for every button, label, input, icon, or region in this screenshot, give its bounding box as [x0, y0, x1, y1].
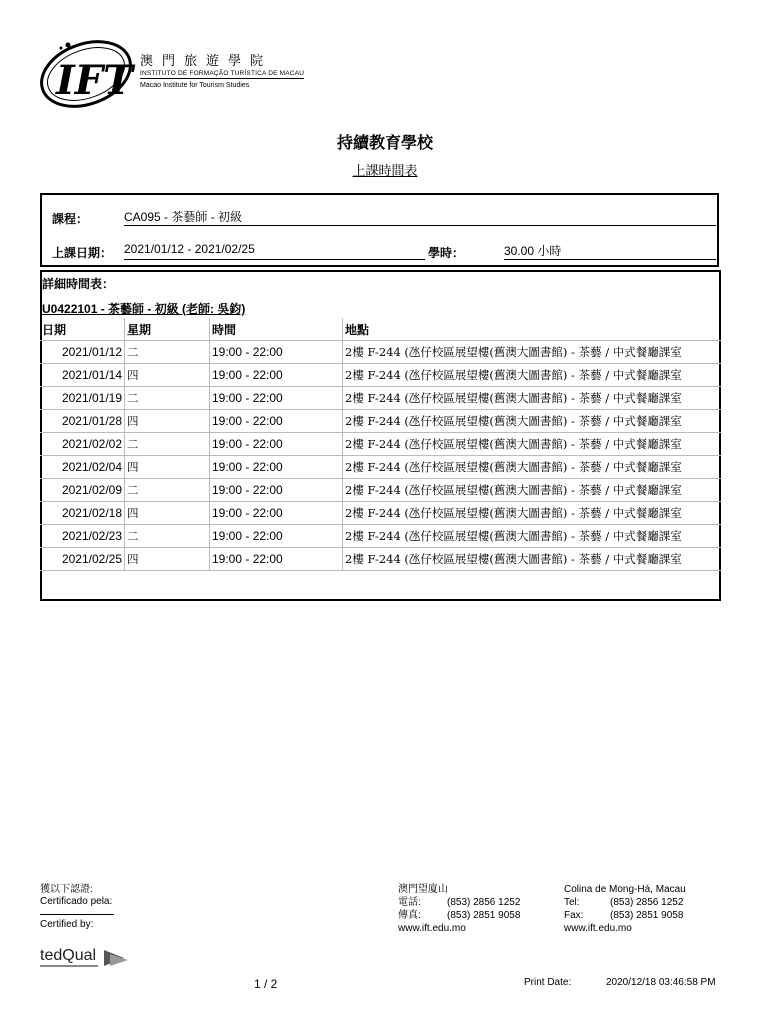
table-row [40, 456, 721, 479]
fax-pt-value: (853) 2851 9058 [610, 910, 684, 921]
cell-weekday: 二 [125, 341, 210, 364]
cell-date: 2021/02/02 [40, 433, 125, 456]
column-header-date: 日期 [40, 318, 125, 341]
dates-label: 上課日期： [52, 246, 113, 260]
cell-location: 2樓 F-244 (氹仔校區展望樓(舊澳大圖書館) - 茶藝 / 中式餐廳課室 [343, 364, 722, 387]
table-row [40, 341, 721, 364]
cell-location: 2樓 F-244 (氹仔校區展望樓(舊澳大圖書館) - 茶藝 / 中式餐廳課室 [343, 502, 722, 525]
page-number: 1 / 2 [254, 977, 278, 991]
column-header-location: 地點 [343, 318, 722, 341]
cell-weekday: 四 [125, 364, 210, 387]
cell-location: 2樓 F-244 (氹仔校區展望樓(舊澳大圖書館) - 茶藝 / 中式餐廳課室 [343, 433, 722, 456]
column-header-weekday: 星期 [125, 318, 210, 341]
cell-date: 2021/01/19 [40, 387, 125, 410]
cell-location: 2樓 F-244 (氹仔校區展望樓(舊澳大圖書館) - 茶藝 / 中式餐廳課室 [343, 410, 722, 433]
table-row [40, 387, 721, 410]
schedule-table [40, 318, 721, 571]
fax-zh-label: 傳真: [398, 910, 421, 921]
cell-time: 19:00 - 22:00 [210, 479, 343, 502]
hours-value-text: 30.00 小時 [504, 244, 562, 258]
cell-location: 2樓 F-244 (氹仔校區展望樓(舊澳大圖書館) - 茶藝 / 中式餐廳課室 [343, 548, 722, 571]
cell-weekday: 四 [125, 548, 210, 571]
cell-weekday: 四 [125, 410, 210, 433]
certified-zh: 獲以下認證: [40, 884, 93, 895]
fax-pt-label: Fax: [564, 910, 584, 921]
cell-location: 2樓 F-244 (氹仔校區展望樓(舊澳大圖書館) - 茶藝 / 中式餐廳課室 [343, 456, 722, 479]
cell-date: 2021/01/14 [40, 364, 125, 387]
cell-location: 2樓 F-244 (氹仔校區展望樓(舊澳大圖書館) - 茶藝 / 中式餐廳課室 [343, 341, 722, 364]
institution-name-pt: INSTITUTO DE FORMAÇÃO TURÍSTICA DE MACAU [140, 70, 305, 77]
cell-weekday: 四 [125, 502, 210, 525]
column-header-time: 時間 [210, 318, 343, 341]
dates-value-text: 2021/01/12 - 2021/02/25 [124, 242, 255, 256]
cell-time: 19:00 - 22:00 [210, 433, 343, 456]
cell-date: 2021/02/04 [40, 456, 125, 479]
cell-time: 19:00 - 22:00 [210, 525, 343, 548]
tedqual-text: tedQual [40, 947, 97, 964]
cell-date: 2021/02/23 [40, 525, 125, 548]
cell-weekday: 二 [125, 387, 210, 410]
table-row [40, 479, 721, 502]
phone-pt [564, 896, 686, 909]
ift-logo [38, 36, 136, 114]
website-pt: www.ift.edu.mo [564, 923, 632, 934]
table-row [40, 502, 721, 525]
document-title: 持續教育學校 [336, 135, 433, 152]
cell-time: 19:00 - 22:00 [210, 456, 343, 479]
cell-location: 2樓 F-244 (氹仔校區展望樓(舊澳大圖書館) - 茶藝 / 中式餐廳課室 [343, 525, 722, 548]
cell-time: 19:00 - 22:00 [210, 364, 343, 387]
fax-zh-value: (853) 2851 9058 [447, 910, 521, 921]
hours-label: 學時： [428, 246, 465, 260]
address-pt-line: Colina de Mong-Há, Macau [564, 884, 686, 895]
cell-date: 2021/01/28 [40, 410, 125, 433]
phone-pt-value: (853) 2856 1252 [610, 897, 684, 908]
institution-name-zh: 澳門旅遊學院 [140, 54, 273, 69]
cell-date: 2021/01/12 [40, 341, 125, 364]
cell-weekday: 四 [125, 456, 210, 479]
tedqual-logo [40, 944, 130, 974]
schedule-body [40, 341, 721, 571]
cell-time: 19:00 - 22:00 [210, 502, 343, 525]
hours-value [504, 242, 716, 260]
phone-zh [398, 896, 520, 909]
cell-date: 2021/02/25 [40, 548, 125, 571]
fax-zh [398, 909, 520, 922]
cell-weekday: 二 [125, 479, 210, 502]
table-header-row [40, 318, 721, 341]
document-subtitle [0, 160, 770, 179]
cell-weekday: 二 [125, 433, 210, 456]
cell-location: 2樓 F-244 (氹仔校區展望樓(舊澳大圖書館) - 茶藝 / 中式餐廳課室 [343, 387, 722, 410]
print-date-label: Print Date: [524, 977, 572, 988]
course-label: 課程： [52, 212, 89, 226]
table-row [40, 364, 721, 387]
fax-pt [564, 909, 686, 922]
details-label: 詳細時間表： [42, 277, 115, 291]
subtitle-text: 上課時間表 [352, 163, 418, 178]
course-value-text: CA095 - 茶藝師 - 初級 [124, 210, 243, 224]
logo-text: IFT [56, 57, 133, 104]
table-row [40, 410, 721, 433]
section-title: U0422101 - 茶藝師 - 初級 (老師: 吳鈞) [42, 302, 246, 316]
table-row [40, 525, 721, 548]
cell-location: 2樓 F-244 (氹仔校區展望樓(舊澳大圖書館) - 茶藝 / 中式餐廳課室 [343, 479, 722, 502]
cell-time: 19:00 - 22:00 [210, 387, 343, 410]
certified-en: Certified by: [40, 919, 94, 930]
print-date-value: 2020/12/18 03:46:58 PM [606, 977, 716, 988]
certification-divider [40, 914, 114, 915]
table-row [40, 548, 721, 571]
dates-value [124, 242, 425, 260]
table-row [40, 433, 721, 456]
address-zh-line: 澳門望廈山 [398, 884, 448, 895]
phone-zh-label: 電話: [398, 897, 421, 908]
cell-date: 2021/02/09 [40, 479, 125, 502]
phone-pt-label: Tel: [564, 897, 580, 908]
cell-time: 19:00 - 22:00 [210, 341, 343, 364]
phone-zh-value: (853) 2856 1252 [447, 897, 521, 908]
address-zh [398, 883, 520, 935]
certified-pt: Certificado pela: [40, 896, 113, 907]
course-value [124, 208, 716, 226]
website-zh: www.ift.edu.mo [398, 923, 466, 934]
cell-time: 19:00 - 22:00 [210, 548, 343, 571]
institution-name-en: Macao Institute for Tourism Studies [140, 82, 250, 89]
cell-time: 19:00 - 22:00 [210, 410, 343, 433]
address-pt [564, 883, 686, 935]
cell-date: 2021/02/18 [40, 502, 125, 525]
cell-weekday: 二 [125, 525, 210, 548]
